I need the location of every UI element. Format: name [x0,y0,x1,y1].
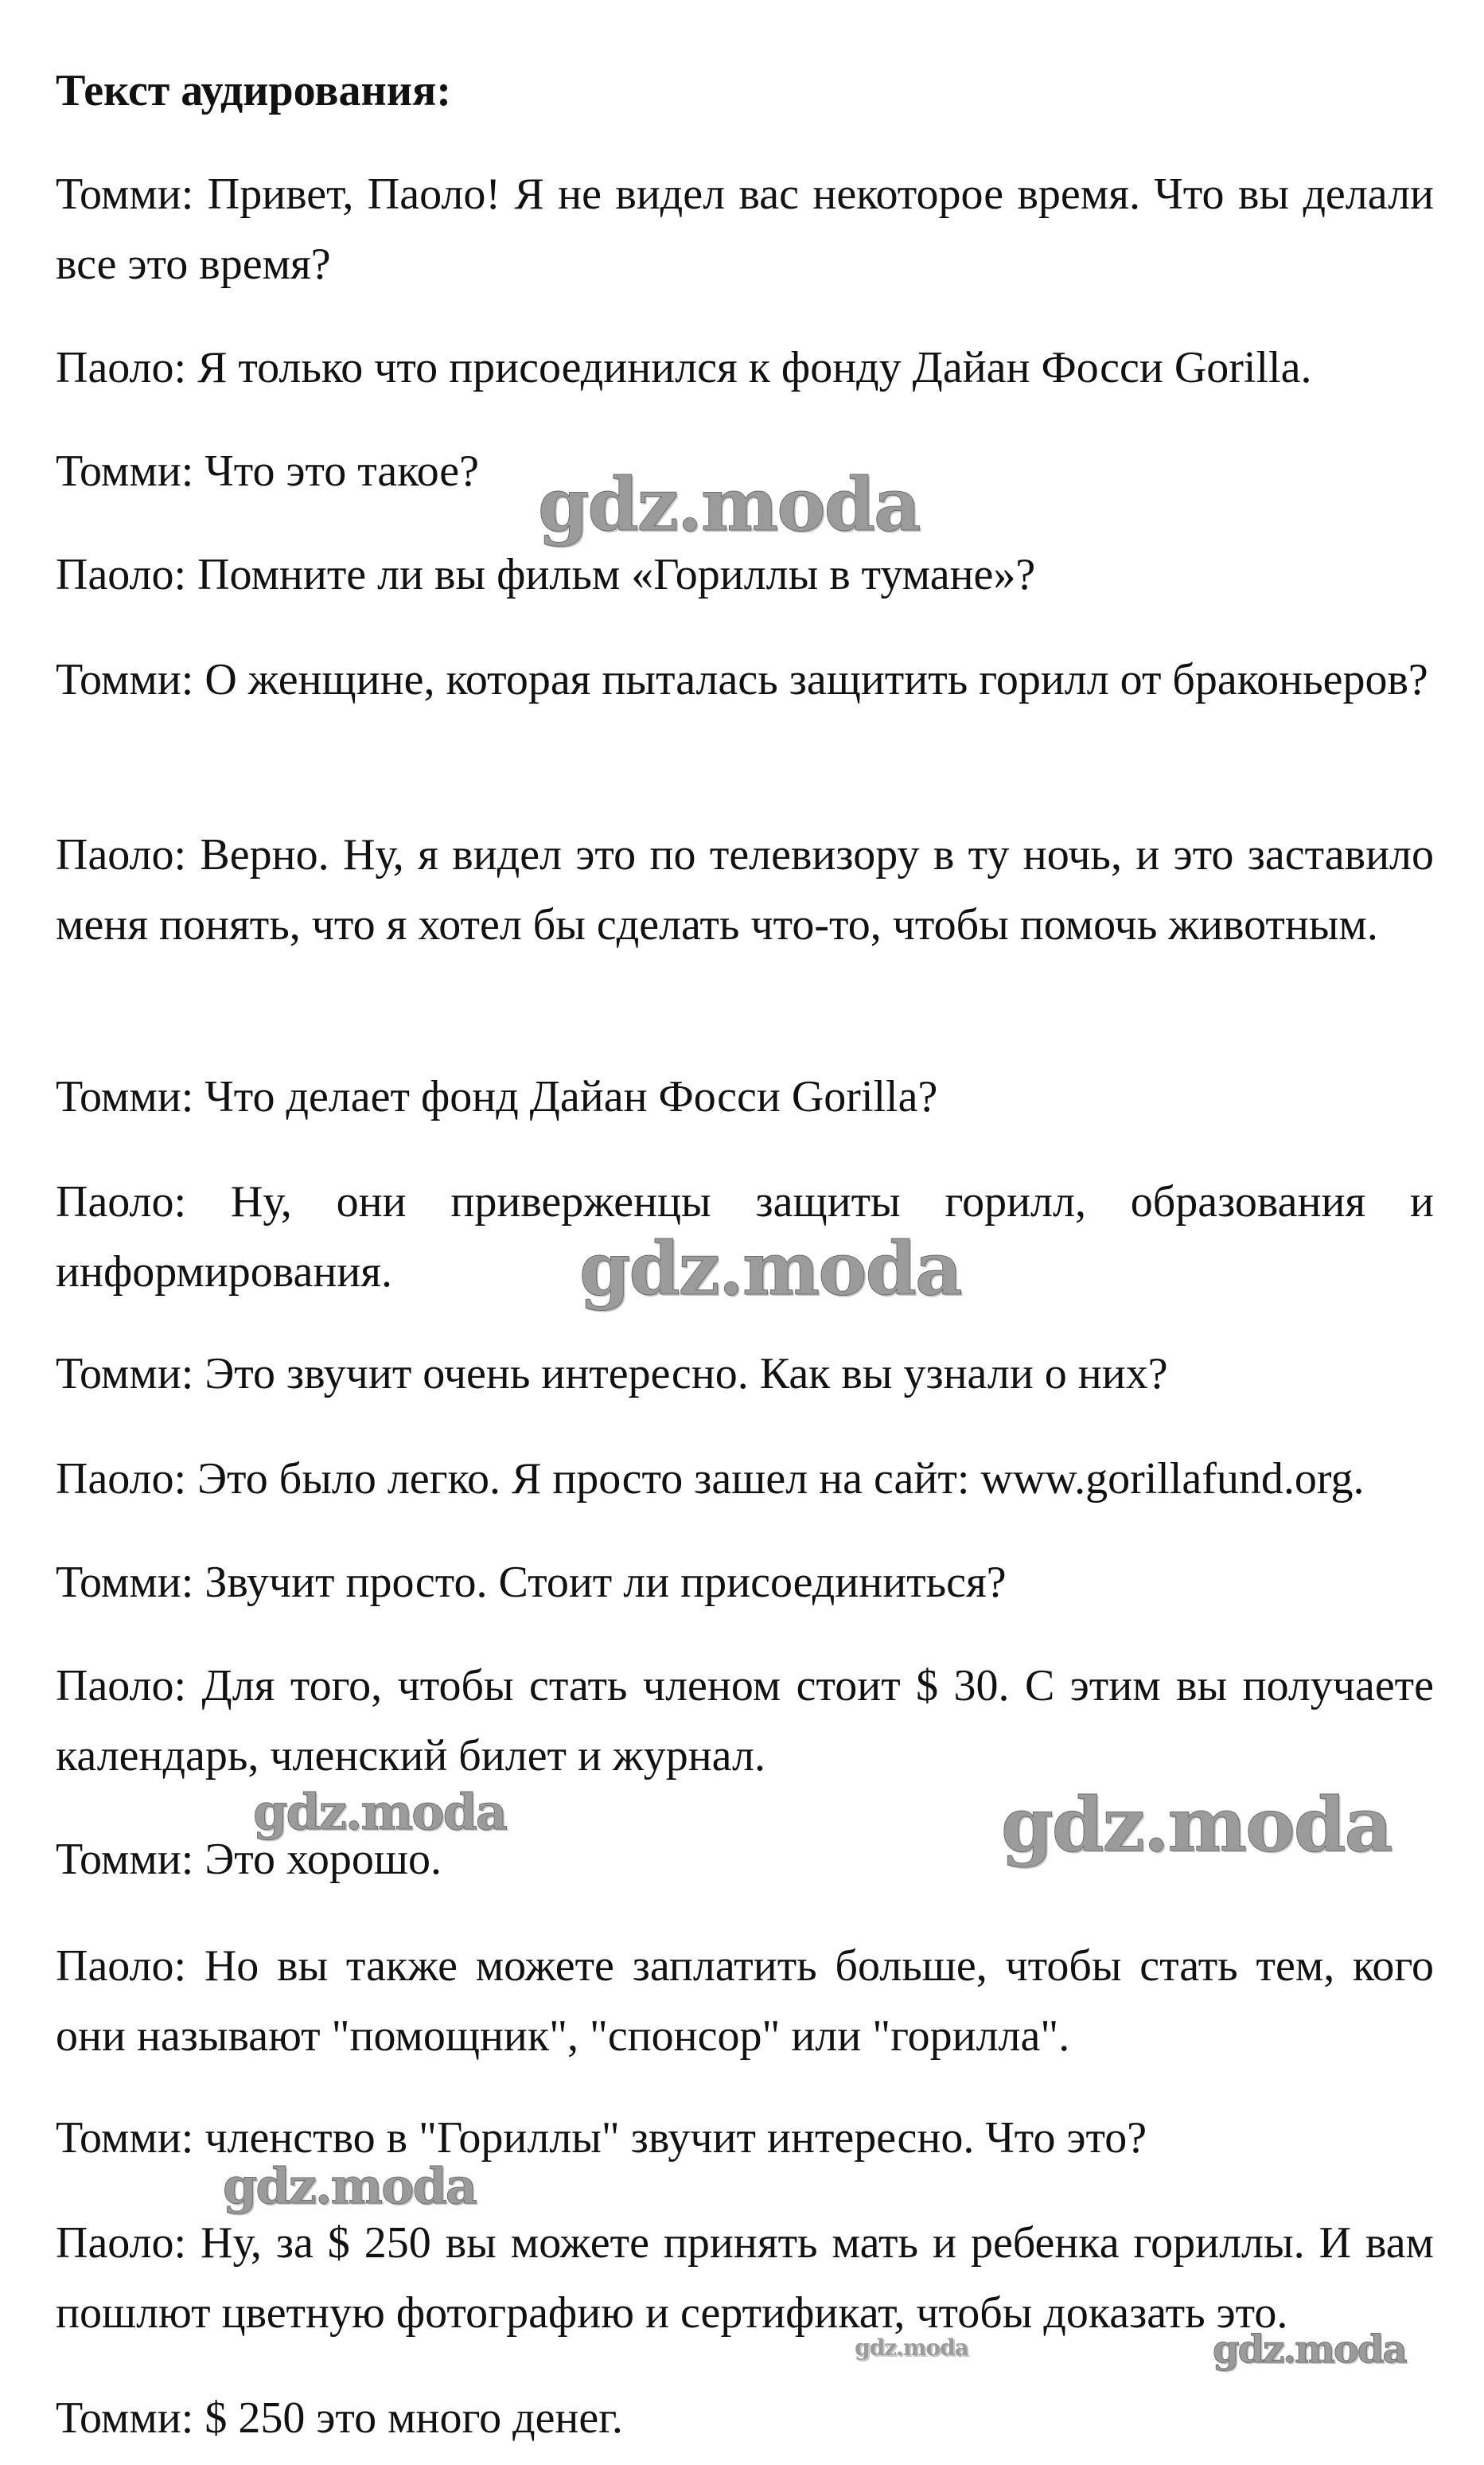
dialogue-line: Паоло: Ну, за $ 250 вы можете принять мать и ребенка гориллы. И вам пошлют цветную фотографию и сертификат, чтобы доказать это. [56,2218,1434,2338]
watermark: gdz.moda [1001,1781,1392,1869]
watermark: gdz.moda [253,1783,506,1841]
dialogue-line: Паоло: Я только что присоединился к фонду Дайан Фосси Gorilla. [56,343,1312,392]
watermark: gdz.moda [1213,2327,1406,2372]
watermark: gdz.moda [579,1226,961,1312]
dialogue-line: Томми: Это звучит очень интересно. Как вы узнали о них? [56,1349,1168,1398]
document-title: Текст аудирования: [56,66,451,115]
dialogue-line: Томми: Что это такое? [56,447,479,496]
dialogue-line: Паоло: Для того, чтобы стать членом стоит $ 30. С этим вы получаете календарь, членский билет и журнал. [56,1661,1434,1780]
dialogue-line: Паоло: Верно. Ну, я видел это по телевизору в ту ночь, и это заставило меня понять, что я хотел бы сделать что-то, чтобы помочь животным. [56,830,1434,950]
watermark: gdz.moda [223,2157,476,2215]
dialogue-line: Паоло: Помните ли вы фильм «Гориллы в тумане»? [56,550,1036,599]
dialogue-line: Томми: Это хорошо. [56,1835,442,1884]
watermark: gdz.moda [855,2334,968,2361]
dialogue-line: Томми: О женщине, которая пыталась защитить горилл от браконьеров? [56,655,1428,704]
dialogue-line: Томми: $ 250 это много денег. [56,2393,623,2443]
dialogue-line: Томми: Что делает фонд Дайан Фосси Gorilla? [56,1072,938,1121]
watermark: gdz.moda [538,462,920,548]
dialogue-line: Томми: членство в "Гориллы" звучит интересно. Что это? [56,2113,1147,2163]
dialogue-line: Томми: Привет, Паоло! Я не видел вас некоторое время. Что вы делали все это время? [56,170,1434,289]
dialogue-line: Паоло: Это было легко. Я просто зашел на сайт: www.gorillafund.org. [56,1454,1365,1504]
dialogue-line: Паоло: Ну, они приверженцы защиты горилл, образования и информирования. [56,1177,1434,1297]
dialogue-line: Томми: Звучит просто. Стоит ли присоединиться? [56,1558,1007,1607]
dialogue-line: Паоло: Но вы также можете заплатить больше, чтобы стать тем, кого они называют "помощник", "спонсор" или "горилла". [56,1941,1434,2061]
